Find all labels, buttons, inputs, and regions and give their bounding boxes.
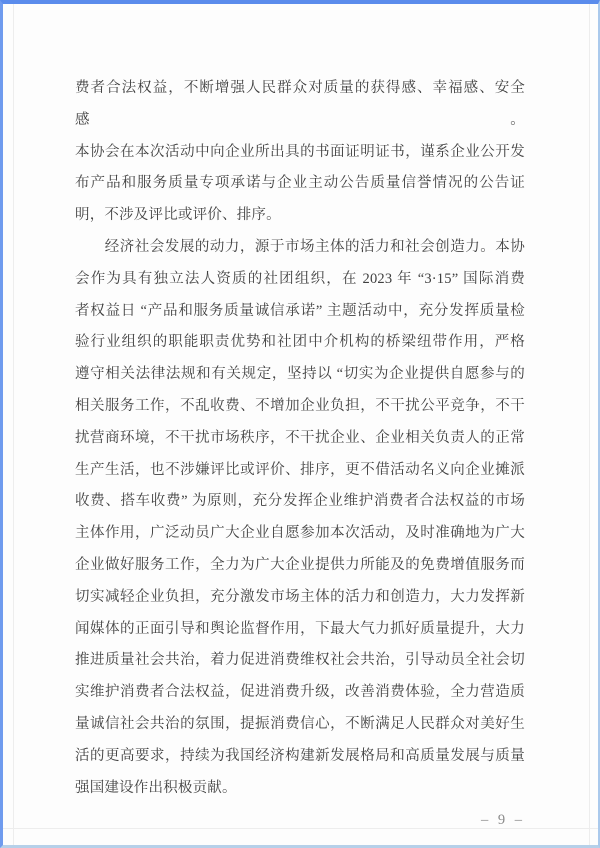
text-line: 遵守相关法律法规和有关规定，坚持以 “切实为企业提供自愿参与的 [75,366,525,383]
text-line: 量诚信社会共治的氛围，提振消费信心，不断满足人民群众对美好生 [75,715,525,732]
text-line: 推进质量社会共治，着力促进消费维权社会共治，引导动员全社会切 [75,652,525,669]
text-line: 本协会在本次活动中向企业所出具的书面证明证书，谨系企业公开发 [75,143,525,160]
page-number: – 9 – [481,812,525,829]
text-line: 活的更高要求，持续为我国经济构建新发展格局和高质量发展与质量 [75,747,525,764]
text-line: 闻媒体的正面引导和舆论监督作用，下最大气力抓好质量提升，大力 [75,620,525,637]
text-line: 企业做好服务工作，全力为广大企业提供力所能及的免费增值服务而 [75,556,525,573]
text-line: 相关服务工作，不乱收费、不增加企业负担，不干扰公平竞争，不干 [75,397,525,414]
text-line: 会作为具有独立法人资质的社团组织，在 2023 年 “3·15” 国际消费 [75,270,525,287]
text-line: 主体作用，广泛动员广大企业自愿参加本次活动，及时准确地为广大 [75,525,525,542]
text-line: 收费、搭车收费” 为原则，充分发挥企业维护消费者合法权益的市场 [75,493,525,510]
text-line: 强国建设作出积极贡献。 [75,779,237,796]
text-line: 明，不涉及评比或评价、排序。 [75,207,281,224]
text-line: 生产生活，也不涉嫌评比或评价、排序，更不借活动名义向企业摊派 [75,461,525,478]
document-body [75,73,525,831]
text-line: 实维护消费者合法权益，促进消费升级，改善消费体验，全力营造质 [75,684,525,701]
paper-edge-line-right [589,4,590,845]
paragraph-2 [75,232,525,804]
paper-edge-line-left [13,4,14,845]
text-line: 扰营商环境，不干扰市场秩序，不干扰企业、企业相关负责人的正常 [75,429,525,446]
text-line: 费者合法权益，不断增强人民群众对质量的获得感、幸福感、安全感。 [75,80,525,128]
text-line: 者权益日 “产品和服务质量诚信承诺” 主题活动中，充分发挥质量检 [75,302,525,319]
text-line: 布产品和服务质量专项承诺与企业主动公告质量信誉情况的公告证 [75,175,525,192]
text-line: 验行业组织的职能职责优势和社团中介机构的桥梁纽带作用，严格 [75,334,525,351]
text-line: 经济社会发展的动力，源于市场主体的活力和社会创造力。本协 [104,238,525,255]
text-line: 切实减轻企业负担，充分激发市场主体的活力和创造力，大力发挥新 [75,588,525,605]
paragraph-1 [75,73,525,232]
